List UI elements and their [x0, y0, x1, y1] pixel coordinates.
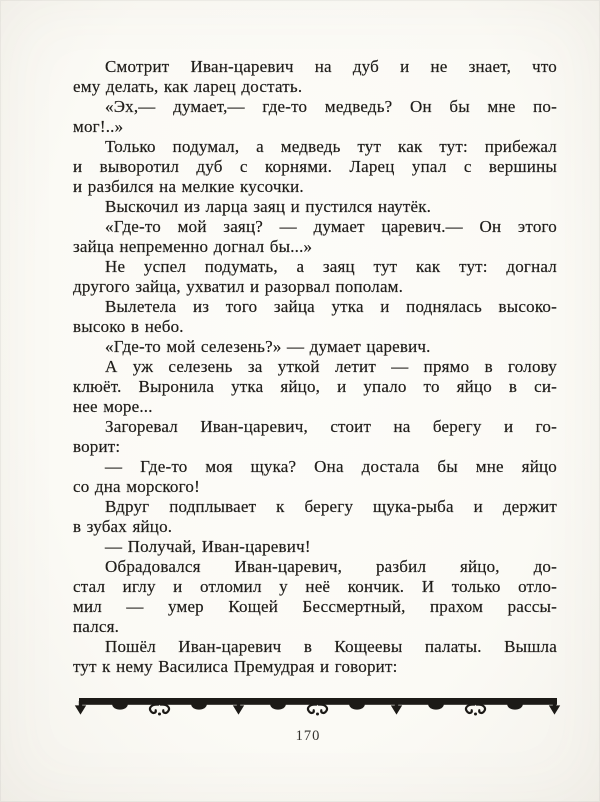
bump-ornament-icon	[270, 704, 286, 709]
text-line: Загоревал Иван-царевич, стоит на берегу и го-	[105, 417, 557, 436]
text-line: Только подумал, а медведь тут как тут: прибежал	[105, 137, 557, 156]
text-line: стал иглу и отломил у неё кончик. И только отло-	[73, 577, 557, 596]
footer-ornament-rule	[0, 692, 600, 726]
text-line: Вдруг подплывает к берегу щука-рыба и держит	[105, 497, 557, 516]
scroll-ornament-dot	[474, 713, 477, 716]
story-text	[73, 57, 557, 677]
text-line: — Получай, Иван-царевич!	[105, 537, 311, 556]
text-line: Выскочил из ларца заяц и пустился наутёк.	[105, 197, 432, 216]
text-line: Пошёл Иван-царевич в Кощеевы палаты. Вышла	[105, 637, 557, 656]
text-line: тут к нему Василиса Премудрая и говорит:	[73, 657, 398, 676]
text-line: — Где-то моя щука? Она достала бы мне яйцо	[105, 457, 557, 476]
bump-ornament-icon	[349, 704, 365, 709]
text-line: Смотрит Иван-царевич на дуб и не знает, что	[105, 57, 557, 76]
bump-ornament-icon	[191, 704, 207, 709]
scroll-ornament-icon	[161, 705, 169, 713]
scroll-ornament-icon	[477, 705, 485, 713]
text-line: пался.	[73, 617, 120, 636]
text-line: Обрадовался Иван-царевич, разбил яйцо, до-	[105, 557, 557, 576]
bump-ornament-icon	[112, 704, 128, 709]
scroll-ornament-icon	[150, 705, 158, 713]
text-line: Не успел подумать, а заяц тут как тут: догнал	[105, 257, 557, 276]
text-line: клюёт. Выронила утка яйцо, и упало то яйцо в си-	[73, 377, 557, 396]
text-line: в зубах яйцо.	[73, 517, 173, 536]
text-line: «Где-то мой заяц? — думает царевич.— Он этого	[105, 217, 557, 236]
text-line: ему делать, как ларец достать.	[73, 77, 303, 96]
text-line: «Где-то мой селезень?» — думает царевич.	[105, 337, 431, 356]
text-line: со дна морского!	[73, 477, 200, 496]
scroll-ornament-icon	[319, 705, 327, 713]
text-line: мил — умер Кощей Бессмертный, прахом рассы-	[73, 597, 557, 616]
text-line: А уж селезень за уткой летит — прямо в голову	[105, 357, 557, 376]
scroll-ornament-dot	[316, 713, 319, 716]
text-line: ворит:	[73, 437, 121, 456]
scroll-ornament-icon	[308, 705, 316, 713]
scroll-ornament-dot	[158, 713, 161, 716]
text-line: и разбился на мелкие кусочки.	[73, 177, 304, 196]
text-line: и выворотил дуб с корнями. Ларец упал с вершины	[73, 157, 557, 176]
text-line: Вылетела из того зайца утка и поднялась высоко-	[105, 297, 557, 316]
bump-ornament-icon	[428, 704, 444, 709]
text-line: «Эх,— думает,— где-то медведь? Он бы мне по-	[105, 97, 557, 116]
text-line: мог!..»	[73, 117, 124, 136]
text-line: зайца непременно догнал бы...»	[73, 237, 313, 256]
page-number: 170	[295, 728, 321, 744]
text-line: нее море...	[73, 397, 153, 416]
scroll-ornament-icon	[466, 705, 474, 713]
bump-ornament-icon	[507, 704, 523, 709]
text-line: высоко в небо.	[73, 317, 184, 336]
text-line: другого зайца, ухватил и разорвал пополам.	[73, 277, 404, 296]
